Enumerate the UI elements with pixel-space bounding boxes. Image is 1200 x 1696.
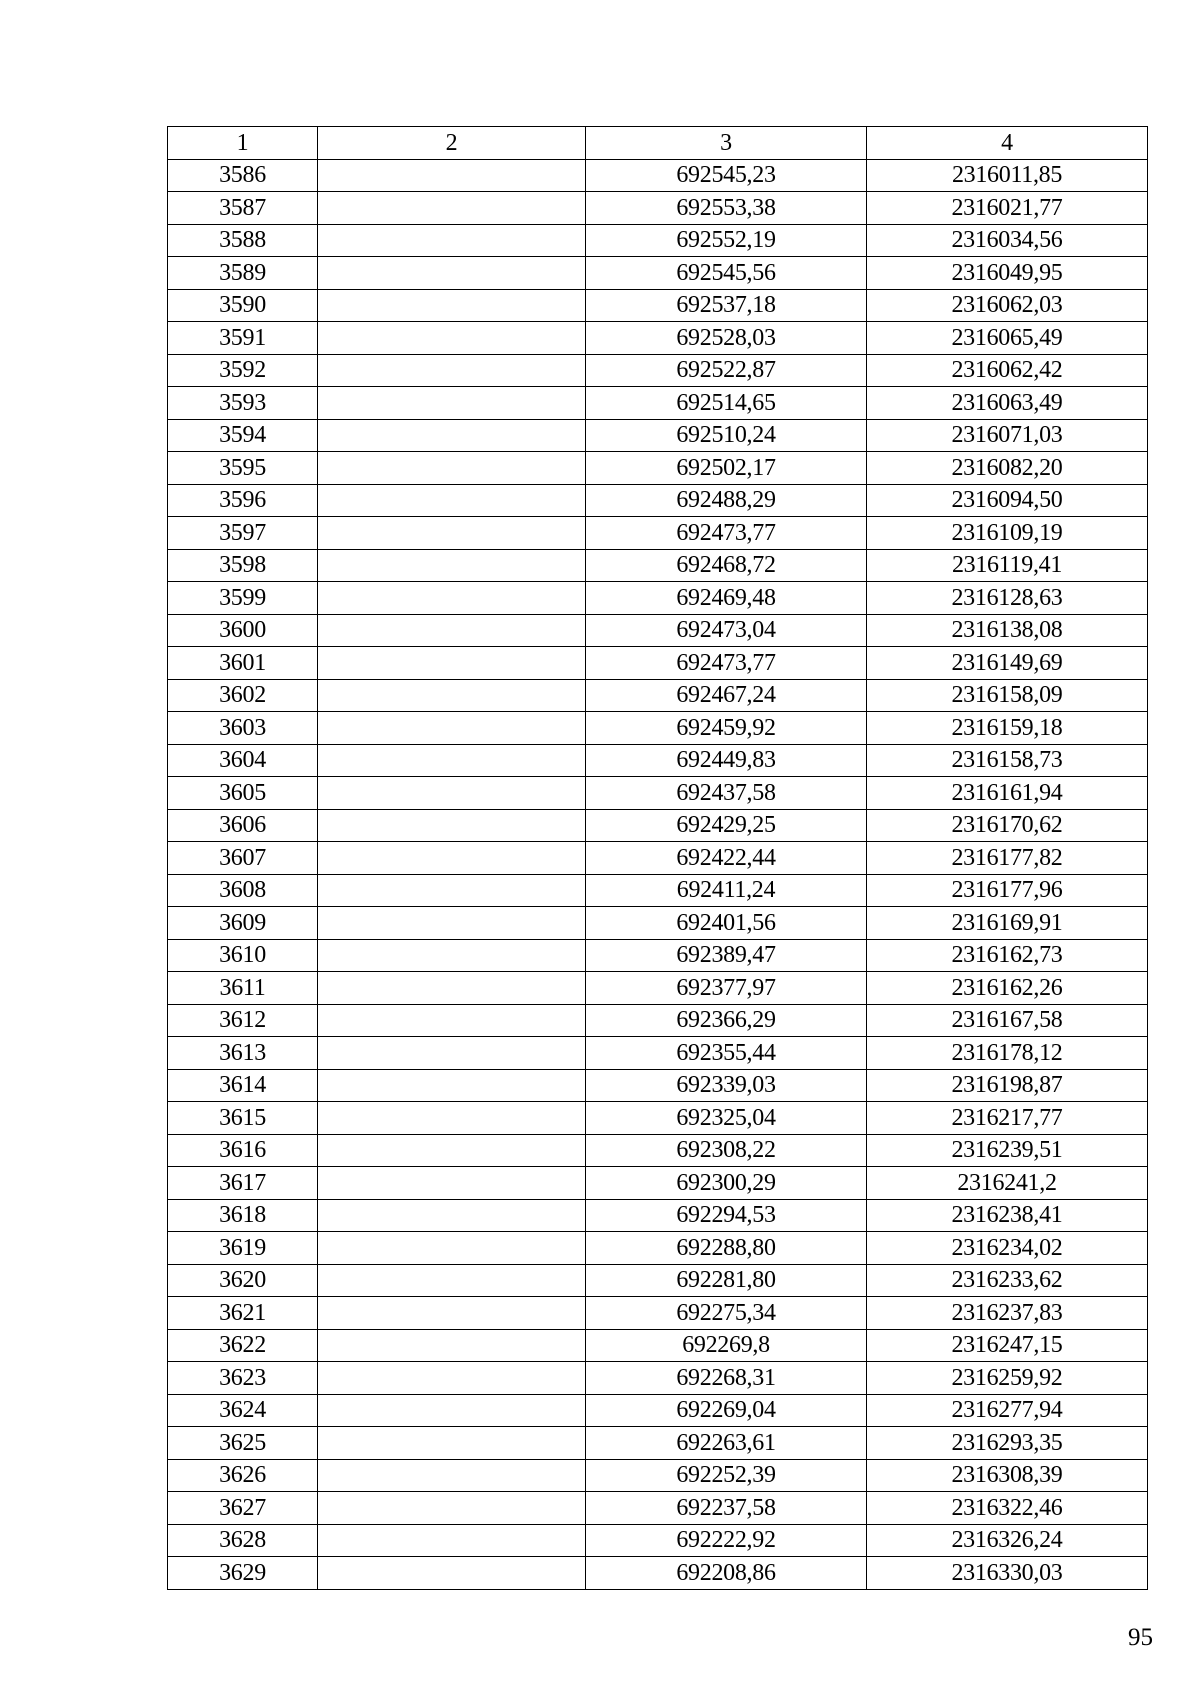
blank-cell [318, 484, 586, 517]
y-coordinate-cell: 2316062,42 [867, 354, 1148, 387]
point-number-cell: 3627 [168, 1492, 318, 1525]
blank-cell [318, 744, 586, 777]
y-coordinate-cell: 2316198,87 [867, 1069, 1148, 1102]
blank-cell [318, 1069, 586, 1102]
y-coordinate-cell: 2316277,94 [867, 1394, 1148, 1427]
y-coordinate-cell: 2316138,08 [867, 614, 1148, 647]
x-coordinate-cell: 692469,48 [586, 582, 867, 615]
point-number-cell: 3623 [168, 1362, 318, 1395]
table-row [168, 517, 1148, 550]
table-row [168, 1492, 1148, 1525]
x-coordinate-cell: 692411,24 [586, 874, 867, 907]
point-number-cell: 3601 [168, 647, 318, 680]
point-number-cell: 3626 [168, 1459, 318, 1492]
x-coordinate-cell: 692269,04 [586, 1394, 867, 1427]
table-row [168, 549, 1148, 582]
table-row [168, 1134, 1148, 1167]
x-coordinate-cell: 692437,58 [586, 777, 867, 810]
point-number-cell: 3615 [168, 1102, 318, 1135]
point-number-cell: 3605 [168, 777, 318, 810]
blank-cell [318, 1102, 586, 1135]
point-number-cell: 3616 [168, 1134, 318, 1167]
blank-cell [318, 322, 586, 355]
blank-cell [318, 679, 586, 712]
blank-cell [318, 1134, 586, 1167]
y-coordinate-cell: 2316162,73 [867, 939, 1148, 972]
point-number-cell: 3621 [168, 1297, 318, 1330]
point-number-cell: 3598 [168, 549, 318, 582]
point-number-cell: 3600 [168, 614, 318, 647]
blank-cell [318, 874, 586, 907]
blank-cell [318, 387, 586, 420]
table-row [168, 582, 1148, 615]
y-coordinate-cell: 2316119,41 [867, 549, 1148, 582]
y-coordinate-cell: 2316308,39 [867, 1459, 1148, 1492]
blank-cell [318, 1167, 586, 1200]
x-coordinate-cell: 692237,58 [586, 1492, 867, 1525]
y-coordinate-cell: 2316293,35 [867, 1427, 1148, 1460]
blank-cell [318, 1492, 586, 1525]
blank-cell [318, 939, 586, 972]
table-body [168, 159, 1148, 1589]
x-coordinate-cell: 692355,44 [586, 1037, 867, 1070]
column-header-3: 3 [586, 127, 867, 160]
y-coordinate-cell: 2316170,62 [867, 809, 1148, 842]
x-coordinate-cell: 692510,24 [586, 419, 867, 452]
blank-cell [318, 712, 586, 745]
table-row [168, 1167, 1148, 1200]
blank-cell [318, 842, 586, 875]
x-coordinate-cell: 692449,83 [586, 744, 867, 777]
point-number-cell: 3594 [168, 419, 318, 452]
y-coordinate-cell: 2316128,63 [867, 582, 1148, 615]
table-row [168, 419, 1148, 452]
table-row [168, 1264, 1148, 1297]
blank-cell [318, 257, 586, 290]
point-number-cell: 3620 [168, 1264, 318, 1297]
table-row [168, 907, 1148, 940]
point-number-cell: 3622 [168, 1329, 318, 1362]
x-coordinate-cell: 692308,22 [586, 1134, 867, 1167]
y-coordinate-cell: 2316177,96 [867, 874, 1148, 907]
blank-cell [318, 614, 586, 647]
x-coordinate-cell: 692553,38 [586, 192, 867, 225]
point-number-cell: 3608 [168, 874, 318, 907]
y-coordinate-cell: 2316237,83 [867, 1297, 1148, 1330]
table-row [168, 159, 1148, 192]
y-coordinate-cell: 2316239,51 [867, 1134, 1148, 1167]
point-number-cell: 3606 [168, 809, 318, 842]
table-row [168, 712, 1148, 745]
table-row [168, 777, 1148, 810]
x-coordinate-cell: 692294,53 [586, 1199, 867, 1232]
y-coordinate-cell: 2316178,12 [867, 1037, 1148, 1070]
blank-cell [318, 647, 586, 680]
table-row [168, 322, 1148, 355]
y-coordinate-cell: 2316167,58 [867, 1004, 1148, 1037]
blank-cell [318, 1427, 586, 1460]
blank-cell [318, 1394, 586, 1427]
y-coordinate-cell: 2316162,26 [867, 972, 1148, 1005]
y-coordinate-cell: 2316326,24 [867, 1524, 1148, 1557]
x-coordinate-cell: 692473,77 [586, 647, 867, 680]
y-coordinate-cell: 2316062,03 [867, 289, 1148, 322]
table-row [168, 1037, 1148, 1070]
point-number-cell: 3597 [168, 517, 318, 550]
blank-cell [318, 1362, 586, 1395]
table-row [168, 679, 1148, 712]
x-coordinate-cell: 692488,29 [586, 484, 867, 517]
point-number-cell: 3590 [168, 289, 318, 322]
y-coordinate-cell: 2316063,49 [867, 387, 1148, 420]
blank-cell [318, 354, 586, 387]
x-coordinate-cell: 692545,23 [586, 159, 867, 192]
point-number-cell: 3625 [168, 1427, 318, 1460]
blank-cell [318, 972, 586, 1005]
x-coordinate-cell: 692222,92 [586, 1524, 867, 1557]
y-coordinate-cell: 2316011,85 [867, 159, 1148, 192]
y-coordinate-cell: 2316177,82 [867, 842, 1148, 875]
column-header-4: 4 [867, 127, 1148, 160]
point-number-cell: 3592 [168, 354, 318, 387]
y-coordinate-cell: 2316241,2 [867, 1167, 1148, 1200]
table-row [168, 289, 1148, 322]
x-coordinate-cell: 692422,44 [586, 842, 867, 875]
y-coordinate-cell: 2316158,09 [867, 679, 1148, 712]
y-coordinate-cell: 2316233,62 [867, 1264, 1148, 1297]
table-row [168, 874, 1148, 907]
table-row [168, 1069, 1148, 1102]
point-number-cell: 3611 [168, 972, 318, 1005]
x-coordinate-cell: 692429,25 [586, 809, 867, 842]
blank-cell [318, 1329, 586, 1362]
blank-cell [318, 1004, 586, 1037]
table-row [168, 257, 1148, 290]
blank-cell [318, 1037, 586, 1070]
blank-cell [318, 224, 586, 257]
y-coordinate-cell: 2316322,46 [867, 1492, 1148, 1525]
table-row [168, 842, 1148, 875]
blank-cell [318, 907, 586, 940]
point-number-cell: 3593 [168, 387, 318, 420]
y-coordinate-cell: 2316238,41 [867, 1199, 1148, 1232]
x-coordinate-cell: 692537,18 [586, 289, 867, 322]
y-coordinate-cell: 2316217,77 [867, 1102, 1148, 1135]
blank-cell [318, 159, 586, 192]
y-coordinate-cell: 2316234,02 [867, 1232, 1148, 1265]
column-header-1: 1 [168, 127, 318, 160]
point-number-cell: 3618 [168, 1199, 318, 1232]
x-coordinate-cell: 692339,03 [586, 1069, 867, 1102]
blank-cell [318, 452, 586, 485]
x-coordinate-cell: 692459,92 [586, 712, 867, 745]
x-coordinate-cell: 692263,61 [586, 1427, 867, 1460]
table-row [168, 1362, 1148, 1395]
point-number-cell: 3586 [168, 159, 318, 192]
table-row [168, 647, 1148, 680]
y-coordinate-cell: 2316071,03 [867, 419, 1148, 452]
y-coordinate-cell: 2316169,91 [867, 907, 1148, 940]
table-row [168, 1102, 1148, 1135]
y-coordinate-cell: 2316247,15 [867, 1329, 1148, 1362]
point-number-cell: 3595 [168, 452, 318, 485]
x-coordinate-cell: 692528,03 [586, 322, 867, 355]
x-coordinate-cell: 692552,19 [586, 224, 867, 257]
table-header [168, 127, 1148, 160]
point-number-cell: 3591 [168, 322, 318, 355]
x-coordinate-cell: 692514,65 [586, 387, 867, 420]
blank-cell [318, 777, 586, 810]
blank-cell [318, 419, 586, 452]
blank-cell [318, 1199, 586, 1232]
point-number-cell: 3604 [168, 744, 318, 777]
y-coordinate-cell: 2316082,20 [867, 452, 1148, 485]
x-coordinate-cell: 692325,04 [586, 1102, 867, 1135]
table-row [168, 614, 1148, 647]
table-row [168, 809, 1148, 842]
table-row [168, 484, 1148, 517]
y-coordinate-cell: 2316094,50 [867, 484, 1148, 517]
x-coordinate-cell: 692468,72 [586, 549, 867, 582]
table-row [168, 1524, 1148, 1557]
point-number-cell: 3617 [168, 1167, 318, 1200]
point-number-cell: 3624 [168, 1394, 318, 1427]
table-row [168, 1232, 1148, 1265]
table-row [168, 1297, 1148, 1330]
x-coordinate-cell: 692268,31 [586, 1362, 867, 1395]
x-coordinate-cell: 692467,24 [586, 679, 867, 712]
point-number-cell: 3588 [168, 224, 318, 257]
table-row [168, 1557, 1148, 1590]
blank-cell [318, 809, 586, 842]
x-coordinate-cell: 692545,56 [586, 257, 867, 290]
x-coordinate-cell: 692401,56 [586, 907, 867, 940]
table-row [168, 387, 1148, 420]
x-coordinate-cell: 692473,04 [586, 614, 867, 647]
y-coordinate-cell: 2316161,94 [867, 777, 1148, 810]
point-number-cell: 3628 [168, 1524, 318, 1557]
x-coordinate-cell: 692502,17 [586, 452, 867, 485]
x-coordinate-cell: 692389,47 [586, 939, 867, 972]
y-coordinate-cell: 2316049,95 [867, 257, 1148, 290]
y-coordinate-cell: 2316259,92 [867, 1362, 1148, 1395]
header-row [168, 127, 1148, 160]
coordinates-table [167, 126, 1148, 1590]
y-coordinate-cell: 2316330,03 [867, 1557, 1148, 1590]
blank-cell [318, 1297, 586, 1330]
blank-cell [318, 549, 586, 582]
x-coordinate-cell: 692288,80 [586, 1232, 867, 1265]
point-number-cell: 3602 [168, 679, 318, 712]
x-coordinate-cell: 692300,29 [586, 1167, 867, 1200]
y-coordinate-cell: 2316159,18 [867, 712, 1148, 745]
blank-cell [318, 1264, 586, 1297]
y-coordinate-cell: 2316021,77 [867, 192, 1148, 225]
y-coordinate-cell: 2316065,49 [867, 322, 1148, 355]
blank-cell [318, 1459, 586, 1492]
blank-cell [318, 517, 586, 550]
blank-cell [318, 192, 586, 225]
point-number-cell: 3607 [168, 842, 318, 875]
x-coordinate-cell: 692522,87 [586, 354, 867, 387]
table-row [168, 192, 1148, 225]
page-number: 95 [1128, 1624, 1153, 1651]
blank-cell [318, 1524, 586, 1557]
blank-cell [318, 1557, 586, 1590]
table-row [168, 354, 1148, 387]
point-number-cell: 3609 [168, 907, 318, 940]
table-row [168, 1394, 1148, 1427]
point-number-cell: 3619 [168, 1232, 318, 1265]
table-row [168, 452, 1148, 485]
x-coordinate-cell: 692281,80 [586, 1264, 867, 1297]
table-row [168, 1427, 1148, 1460]
point-number-cell: 3610 [168, 939, 318, 972]
point-number-cell: 3589 [168, 257, 318, 290]
point-number-cell: 3612 [168, 1004, 318, 1037]
x-coordinate-cell: 692366,29 [586, 1004, 867, 1037]
x-coordinate-cell: 692473,77 [586, 517, 867, 550]
y-coordinate-cell: 2316034,56 [867, 224, 1148, 257]
blank-cell [318, 582, 586, 615]
point-number-cell: 3603 [168, 712, 318, 745]
blank-cell [318, 1232, 586, 1265]
table-row [168, 972, 1148, 1005]
point-number-cell: 3587 [168, 192, 318, 225]
table-row [168, 1004, 1148, 1037]
table-row [168, 1459, 1148, 1492]
x-coordinate-cell: 692269,8 [586, 1329, 867, 1362]
x-coordinate-cell: 692252,39 [586, 1459, 867, 1492]
blank-cell [318, 289, 586, 322]
y-coordinate-cell: 2316158,73 [867, 744, 1148, 777]
table-row [168, 1199, 1148, 1232]
column-header-2: 2 [318, 127, 586, 160]
point-number-cell: 3596 [168, 484, 318, 517]
table-row [168, 744, 1148, 777]
point-number-cell: 3614 [168, 1069, 318, 1102]
y-coordinate-cell: 2316109,19 [867, 517, 1148, 550]
table-row [168, 1329, 1148, 1362]
point-number-cell: 3629 [168, 1557, 318, 1590]
x-coordinate-cell: 692377,97 [586, 972, 867, 1005]
point-number-cell: 3599 [168, 582, 318, 615]
point-number-cell: 3613 [168, 1037, 318, 1070]
x-coordinate-cell: 692208,86 [586, 1557, 867, 1590]
x-coordinate-cell: 692275,34 [586, 1297, 867, 1330]
table-row [168, 224, 1148, 257]
y-coordinate-cell: 2316149,69 [867, 647, 1148, 680]
table-row [168, 939, 1148, 972]
